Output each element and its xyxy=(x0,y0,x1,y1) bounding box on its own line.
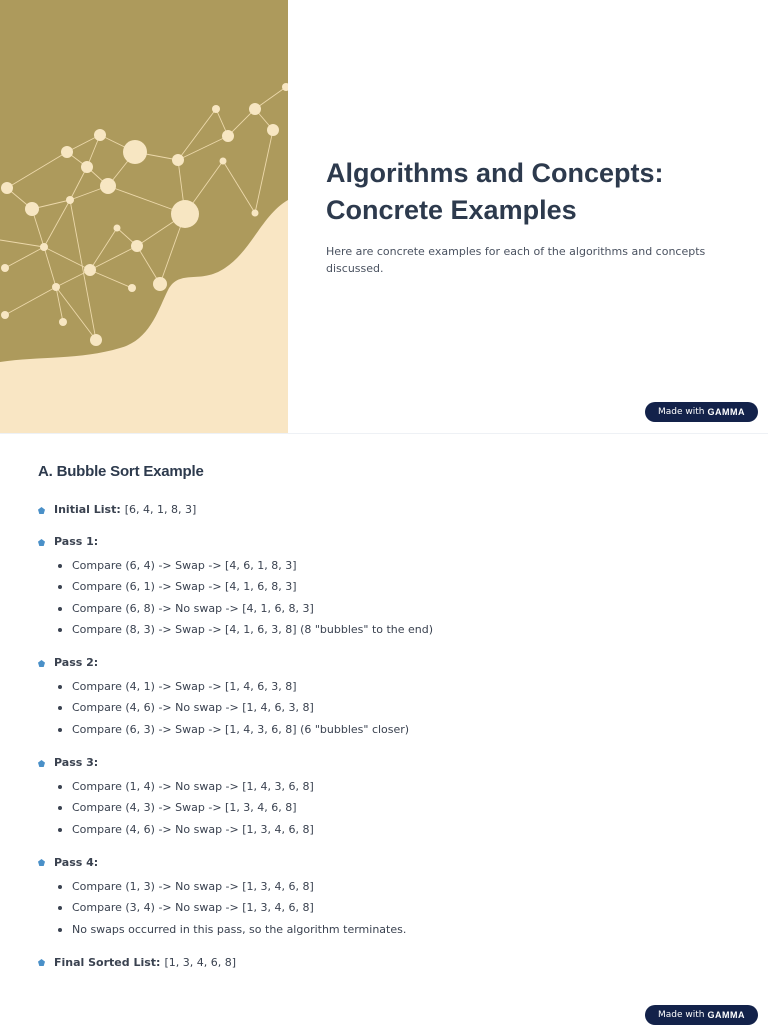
pass-1 xyxy=(38,533,738,640)
step-item: Compare (6, 1) -> Swap -> [4, 1, 6, 8, 3] xyxy=(38,576,738,597)
bullet-icon xyxy=(38,859,45,866)
badge-prefix: Made with xyxy=(658,407,705,417)
step-item: Compare (4, 1) -> Swap -> [1, 4, 6, 3, 8] xyxy=(38,676,738,697)
pass-label: Pass 3: xyxy=(54,756,99,770)
step-item: Compare (8, 3) -> Swap -> [4, 1, 6, 3, 8] (8 "bubbles" to the end) xyxy=(38,619,738,640)
pass-2 xyxy=(38,654,738,740)
step-item: Compare (6, 8) -> No swap -> [4, 1, 6, 8, 3] xyxy=(38,598,738,619)
slide-divider xyxy=(0,433,768,434)
title-line-2: Concrete Examples xyxy=(326,195,577,225)
step-item: Compare (1, 3) -> No swap -> [1, 3, 4, 6, 8] xyxy=(38,876,738,897)
gamma-logo: GAMMA xyxy=(707,407,745,417)
made-with-gamma-badge[interactable] xyxy=(645,1005,758,1025)
network-illustration xyxy=(0,0,288,433)
made-with-gamma-badge[interactable] xyxy=(645,402,758,422)
bullet-icon xyxy=(38,660,45,667)
pass-4 xyxy=(38,854,738,940)
initial-list-label: Initial List: xyxy=(54,503,121,516)
step-item: Compare (4, 3) -> Swap -> [1, 3, 4, 6, 8] xyxy=(38,797,738,818)
bullet-icon xyxy=(38,959,45,966)
step-item: Compare (1, 4) -> No swap -> [1, 4, 3, 6, 8] xyxy=(38,776,738,797)
section-title: A. Bubble Sort Example xyxy=(38,463,204,480)
pass-label: Pass 4: xyxy=(54,855,99,869)
initial-list-item xyxy=(38,501,738,519)
page-subtitle: Here are concrete examples for each of the algorithms and concepts discussed. xyxy=(326,245,706,275)
step-item: Compare (6, 4) -> Swap -> [4, 6, 1, 8, 3] xyxy=(38,555,738,576)
final-list-value: [1, 3, 4, 6, 8] xyxy=(164,955,237,969)
step-list xyxy=(38,676,738,740)
bullet-icon xyxy=(38,507,45,514)
step-item: No swaps occurred in this pass, so the algorithm terminates. xyxy=(38,919,738,940)
network-graph-image xyxy=(0,0,288,433)
step-list xyxy=(38,776,738,840)
badge-prefix: Made with xyxy=(658,1010,705,1020)
gamma-logo: GAMMA xyxy=(707,1010,745,1020)
step-item: Compare (3, 4) -> No swap -> [1, 3, 4, 6, 8] xyxy=(38,897,738,918)
pass-3 xyxy=(38,754,738,840)
final-list-label: Final Sorted List: xyxy=(54,955,161,969)
step-item: Compare (4, 6) -> No swap -> [1, 3, 4, 6, 8] xyxy=(38,819,738,840)
step-item: Compare (6, 3) -> Swap -> [1, 4, 3, 6, 8] (6 "bubbles" closer) xyxy=(38,719,738,740)
page-title xyxy=(326,155,726,229)
step-list xyxy=(38,555,738,640)
bullet-icon xyxy=(38,539,45,546)
initial-list-value: [6, 4, 1, 8, 3] xyxy=(124,503,197,516)
title-slide xyxy=(0,0,768,433)
pass-label: Pass 1: xyxy=(54,535,99,548)
final-list-item xyxy=(38,954,738,972)
bubble-sort-example xyxy=(38,501,738,986)
step-item: Compare (4, 6) -> No swap -> [1, 4, 6, 3, 8] xyxy=(38,697,738,718)
bullet-icon xyxy=(38,760,45,767)
pass-label: Pass 2: xyxy=(54,656,99,670)
title-line-1: Algorithms and Concepts: xyxy=(326,158,664,188)
step-list xyxy=(38,876,738,940)
